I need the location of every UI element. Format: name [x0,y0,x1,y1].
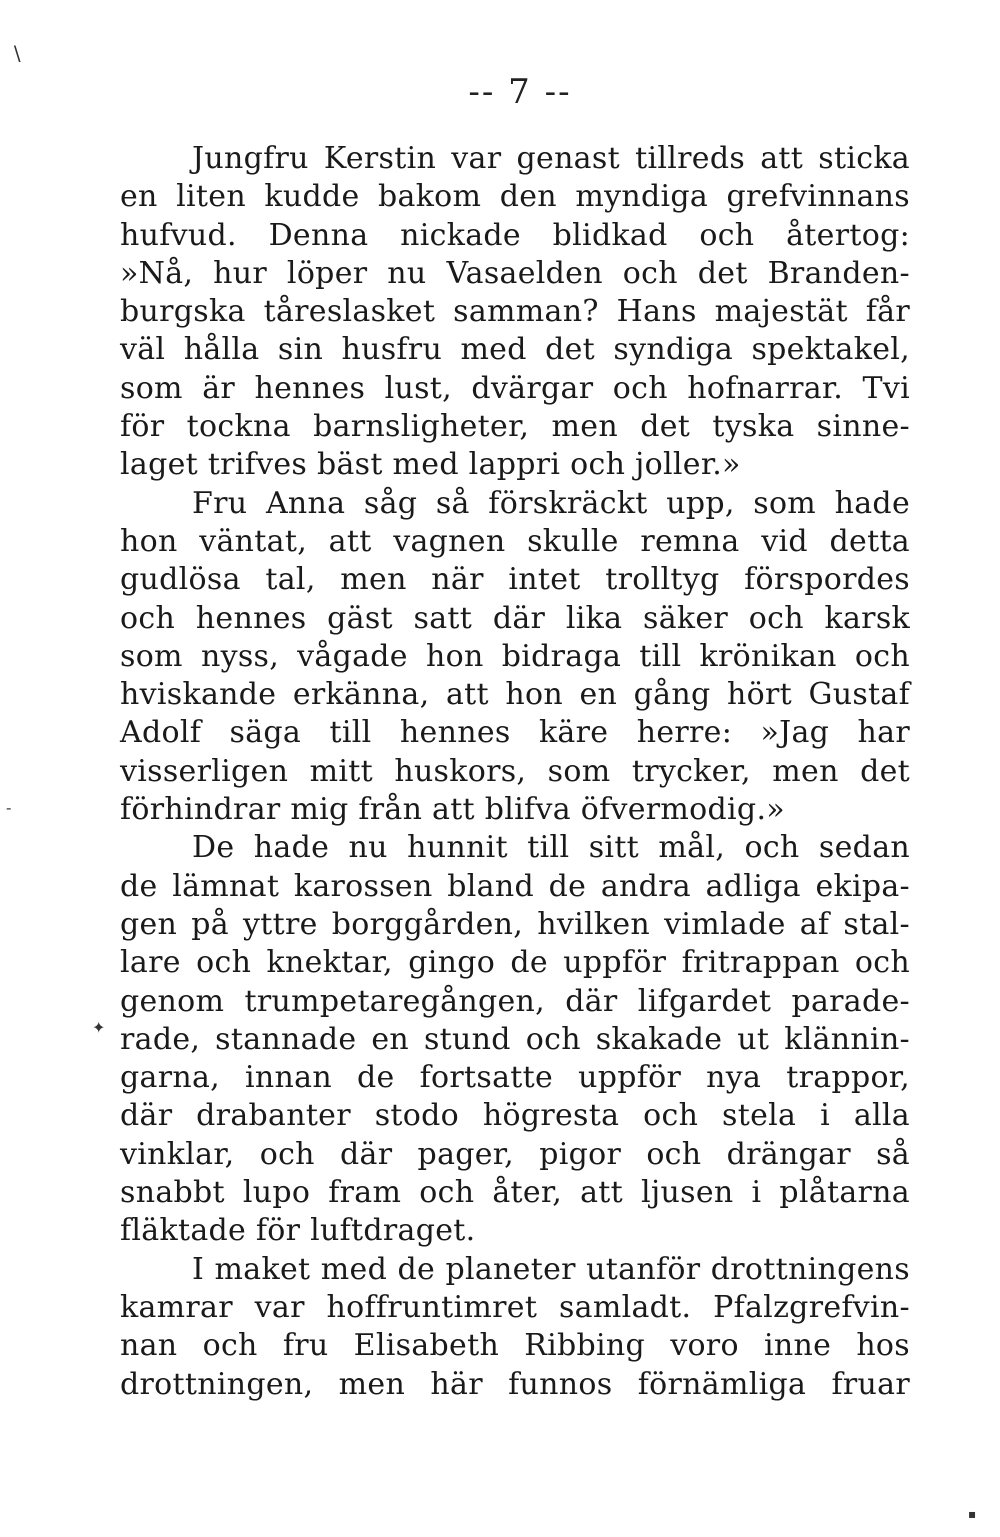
text-line: förhindrar mig från att blifva öfvermodig.» [120,792,785,828]
scan-speck: ▪ [968,1507,977,1521]
text-line: där drabanter stodo högresta och stela i alla [120,1098,910,1134]
text-line: som nyss, vågade hon bidraga till krönikan och [120,638,910,674]
text-line: en liten kudde bakom den myndiga grefvinnans [120,179,910,215]
text-line: gen på yttre borggården, hvilken vimlade af stal- [120,906,910,942]
text-line: lare och knektar, gingo de uppför fritrappan och [120,945,910,981]
text-line: »Nå, hur löper nu Vasaelden och det Branden- [120,255,910,291]
text-line: nan och fru Elisabeth Ribbing voro inne hos [120,1328,910,1364]
text-line: hon väntat, att vagnen skulle remna vid detta [120,523,910,559]
text-line: Jungfru Kerstin var genast tillreds att sticka [192,141,910,176]
text-line: snabbt lupo fram och åter, att ljusen i plåtarna [120,1175,910,1211]
text-line: I maket med de planeter utanför drottningens [192,1251,910,1287]
scan-speck: ∖ [10,42,23,66]
text-line: kamrar var hoffruntimret samladt. Pfalzgrefvin- [120,1289,910,1325]
scan-speck: ‐ [6,798,12,817]
text-line: Adolf säga till hennes käre herre: »Jag har [120,715,910,751]
text-line: de lämnat karossen bland de andra adliga ekipa- [120,868,910,904]
text-line: De hade nu hunnit till sitt mål, och sedan [192,830,910,866]
text-line: och hennes gäst satt där lika säker och karsk [120,600,910,636]
text-line: laget trifves bäst med lappri och joller.» [120,447,741,483]
text-line: för tockna barnsligheter, men det tyska sinne- [120,409,910,445]
text-line: vinklar, och där pager, pigor och drängar så [120,1136,910,1172]
text-line: visserligen mitt huskors, som trycker, men det [120,753,910,789]
text-line: hviskande erkänna, att hon en gång hört Gustaf [120,677,910,713]
text-line: fläktade för luftdraget. [120,1213,476,1249]
page-number: -- 7 -- [468,72,572,112]
text-line: rade, stannade en stund och skakade ut klännin- [120,1021,910,1057]
text-line: hufvud. Denna nickade blidkad och återtog: [120,217,910,253]
text-line: gudlösa tal, men när intet trolltyg förspordes [120,562,910,598]
body-text [120,140,910,1404]
text-line: som är hennes lust, dvärgar och hofnarrar. Tvi [120,370,910,406]
text-line: drottningen, men här funnos förnämliga fruar [120,1366,910,1402]
text-line: genom trumpetaregången, där lifgardet parade- [120,983,910,1019]
text-line: burgska tåreslasket samman? Hans majestät får [120,294,910,330]
text-line: garna, innan de fortsatte uppför nya trappor, [120,1060,910,1096]
text-line: väl hålla sin husfru med det syndiga spektakel, [120,332,910,368]
scan-speck: ✦ [92,1018,106,1037]
text-line: Fru Anna såg så förskräckt upp, som hade [192,485,910,521]
